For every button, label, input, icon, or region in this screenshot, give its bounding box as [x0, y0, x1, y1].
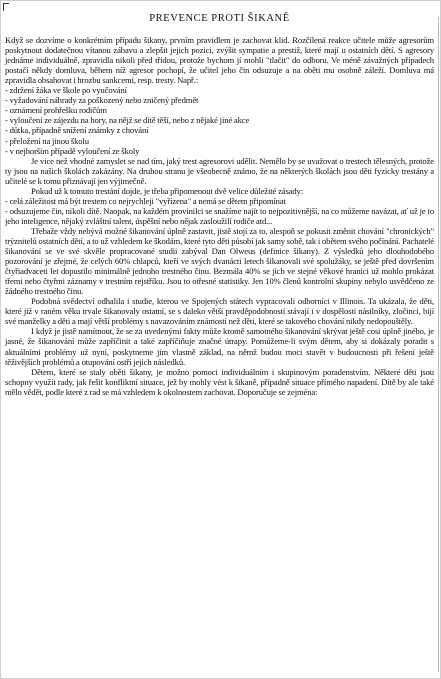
principles-intro: Pokud už k tomuto trestání dojde, je třeba připomenout dvě velice důležité zásady: — [31, 185, 303, 196]
intro-paragraph: Když se dozvíme o konkrétním případu šikany, prvním pravidlem je zachovat klid. Rozčílená reakce učitele může agresorům poskytnout dodatečnou vítanou zábavu a zlepšit jejich pozici, zvýšit sympatie a prestiž, které mají u ostatních dětí. S agresory jednáme individuálně, zpravidla nikoli před třídou, protože bychom jí mohli "tlačit" do odboru. Ve méně závažných případech postačí někdy domluva, během níž agresor pochopí, že učitel jeho čin odsuzuje a na oběti mu osobně záleží. Domluva má zpravidla obsahovat i hrozbu sankcemi, resp. tresty. Např.: — [5, 35, 434, 86]
list-item: - v nejhorším případě vyloučení ze školy — [5, 145, 140, 156]
punishment-paragraph: Je více než vhodné zamyslet se nad tím, jaký trest agresorovi udělit. Nemělo by se uvažovat o trestech tělesných, protože ty jsou na našich školách zakázány. Na druhou stranu je všeobecně známo, že na některých školách jsou děti fyzicky trestány a učitelé se k tomu přiznávají jen výjimečně. — [5, 155, 434, 186]
hardship-paragraph: I když je jistě namítnout, že se za uvedenými fakty může kromě samotného šikanování skrývat ještě cosi úplně jiného, je jasné, že šikanování může zapříčinit a také zapříčiňuje značné útrapy. Pomůžeme-li svým dětem, aby si dokázaly poradit s aktuálními problémy už nyní, poskytneme jim vlastně základ, na němž budou moci stavět v budoucnosti při řešení ještě těživějších problémů a otupování ostří jejich následků. — [5, 326, 434, 367]
study-paragraph: Třebaže vždy nebývá možné šikanování úplně zastavit, jistě stojí za to, alespoň se pokusit změnit chování "chronických" trýznitelů ostatních dětí, a to už vzhledem ke škodám, které tyto děti působí jak samy sobě, tak i obětem svého počínání. Pachatelé šikanování se ve své skvěle propracované studii zabýval Dan Olweus (definice šikany). Z výsledků jeho dlouhodobého pozorování je zřejmé, že celých 60% chlapců, kteří ve svých dvanácti letech šikanovali své spolužáky, se ještě před dovršením čtyřiadvaceti let dopustilo minimálně jednoho trestného činu. Bezmála 40% se jich ve stejné věkové hranici už mohlo prokázat třemi nebo čtyřmi záznamy v trestním rejstříku. Jsou to otřesné statistiky. Jen 10% členů kontrolní skupiny nebylo usvědčeno ze žádného trestného činu. — [5, 225, 434, 297]
list-item: - vyžadování náhrady za poškozený nebo zničený předmět — [5, 95, 199, 106]
illinois-paragraph: Podobná svědectví odhalila i studie, kterou ve Spojených státech vypracovali odborníci v Illinois. Ta ukázala, že děti, které již v raném věku trvale šikanovaly ostatní, se s daleko větší pravděpodobností stávají i v dospělosti násilníky, zločinci, bijí své manželky a děti a mají větší problémy s navazováním známostí než děti, které se takového chování nikdy nedopouštěly. — [5, 296, 434, 327]
document-body[interactable] — [5, 11, 434, 397]
list-item: - přeložení na jinou školu — [5, 135, 89, 146]
page-edge — [438, 17, 439, 672]
principles-list — [5, 196, 434, 226]
list-item: - oznámení prohřešku rodičům — [5, 105, 107, 116]
sanctions-list — [5, 85, 434, 155]
list-item: - důtka, případně snížení známky z chování — [5, 125, 149, 136]
list-item: - zdržení žáka ve škole po vyučování — [5, 85, 127, 96]
list-item: - odsuzujeme čin, nikoli dítě. Naopak, na každém provinilci se snažíme najít to nejpozitivnější, na co můžeme navázat, ať už je to jeho inteligence, nějaký zvláštní talent, úspěšní nebo nějak zasloužilí rodiče atd... — [5, 205, 434, 226]
list-item: - vyloučení ze zájezdu na hory, na nějž se dítě těší, nebo z nějaké jiné akce — [5, 115, 250, 126]
list-item: - celá záležitost má být trestem co nejrychleji "vyřízena" a nemá se dětem připomínat — [5, 195, 286, 206]
victims-paragraph: Dětem, které se staly oběti šikany, je možno pomoci individuálním i skupinovým poradenstvím. Některé děti jsou schopny využít rady, jak řešit konfliktní situace, jež by mohly vést k šikaně, případně situace přímého napadení. Dítě by ale také mělo vědět, podle které z rad se má vzhledem k okolnostem zachovat. Doporučuje se zejména: — [5, 366, 434, 397]
document-title: PREVENCE PROTI ŠIKANĚ — [149, 13, 290, 24]
text-cursor-icon — [3, 3, 9, 11]
